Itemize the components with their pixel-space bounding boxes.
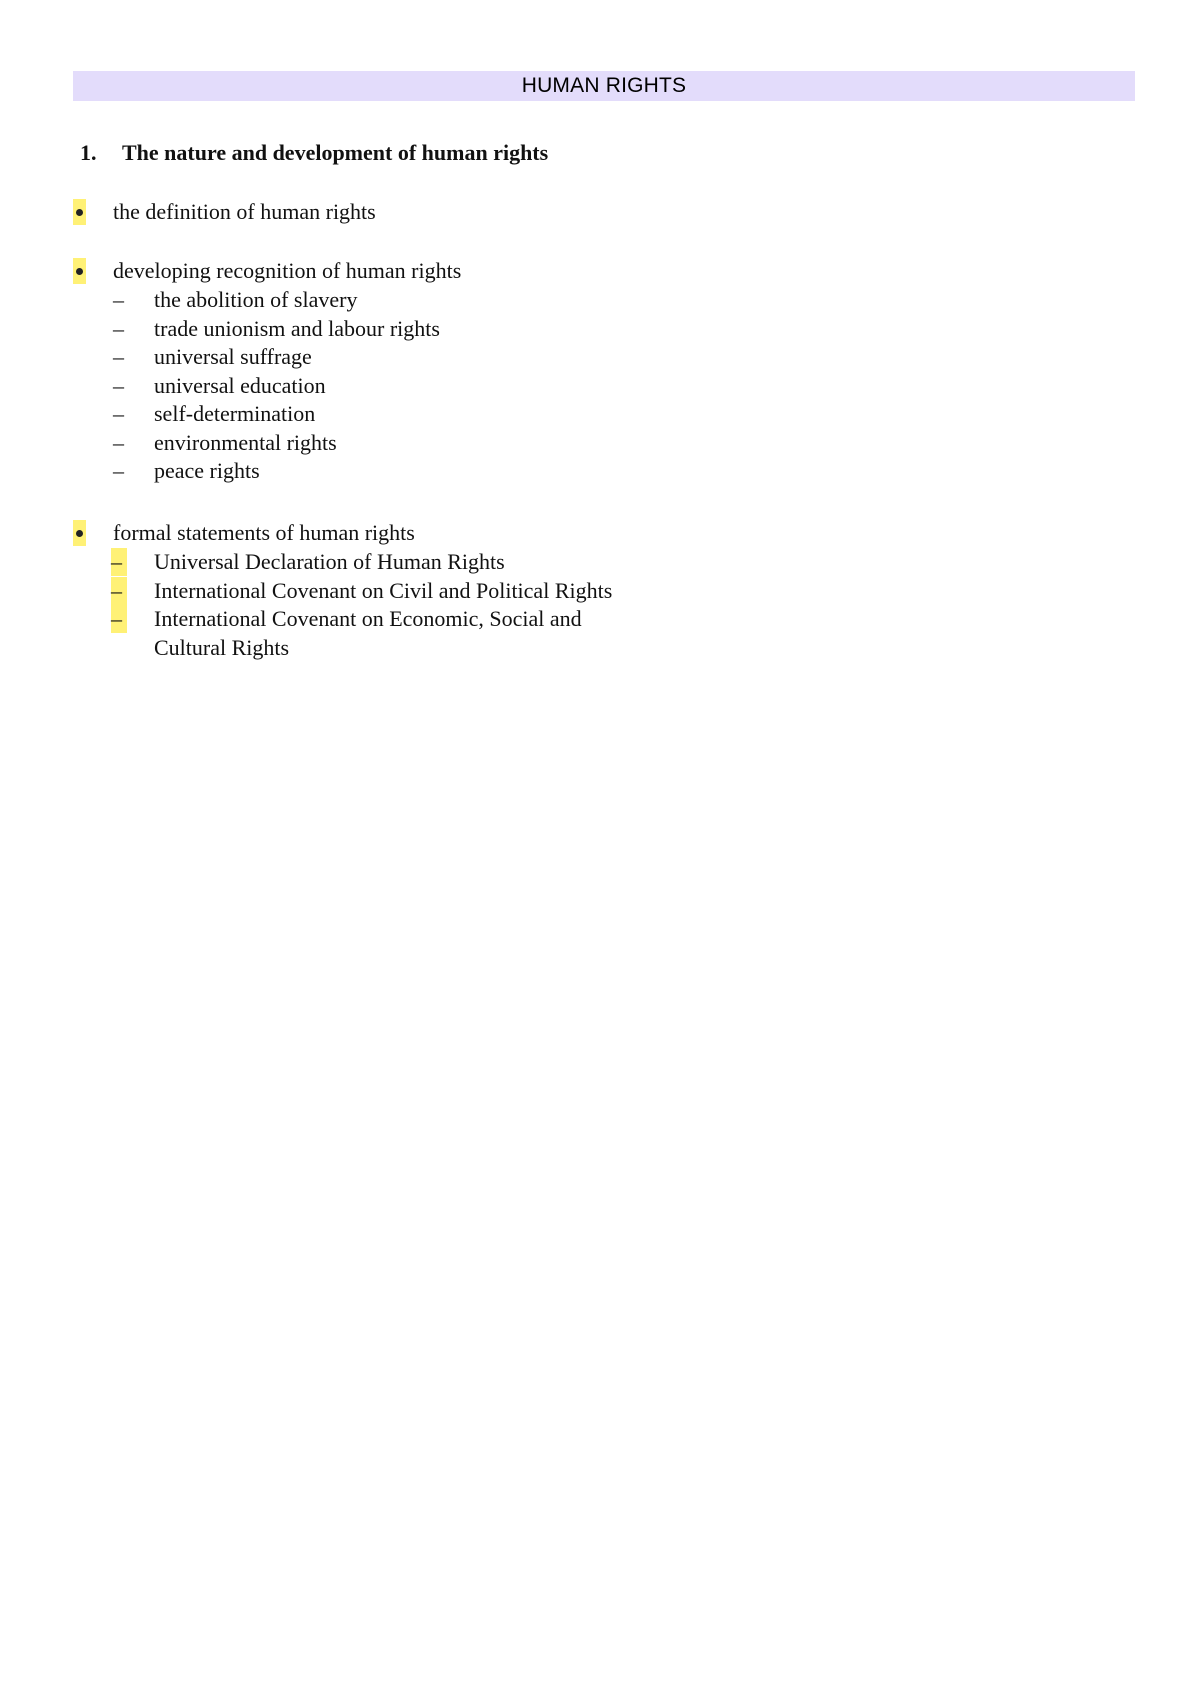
bullet-formal-statements bbox=[73, 518, 673, 662]
list-item bbox=[73, 315, 673, 344]
sub-list-formal-statements bbox=[73, 548, 673, 662]
bullet-row bbox=[73, 256, 673, 286]
sub-list-recognition bbox=[73, 286, 673, 486]
list-item bbox=[73, 605, 673, 662]
sub-item-text: trade unionism and labour rights bbox=[154, 315, 440, 341]
bullet-label: formal statements of human rights bbox=[113, 520, 415, 545]
bullet-highlight-icon bbox=[73, 199, 86, 225]
dash-icon: – bbox=[113, 372, 124, 398]
bullet-row bbox=[73, 197, 673, 227]
bullet-highlight-icon bbox=[73, 520, 86, 546]
list-item bbox=[73, 286, 673, 315]
dash-icon: – bbox=[113, 287, 124, 312]
list-item bbox=[73, 577, 673, 606]
bullet-label: developing recognition of human rights bbox=[113, 258, 462, 283]
sub-item-text: Universal Declaration of Human Rights bbox=[154, 549, 505, 574]
bullet-recognition bbox=[73, 256, 673, 486]
sub-item-text: self-determination bbox=[154, 401, 316, 426]
list-item bbox=[73, 372, 673, 401]
section-title: The nature and development of human rights bbox=[122, 140, 549, 165]
sub-item-text: environmental rights bbox=[154, 429, 337, 455]
page-title: HUMAN RIGHTS bbox=[521, 74, 687, 97]
section-heading bbox=[80, 138, 548, 168]
sub-item-text: International Covenant on Civil and Political Rights bbox=[154, 577, 613, 603]
list-item bbox=[73, 457, 673, 486]
dash-icon: – bbox=[113, 315, 124, 341]
list-item bbox=[73, 343, 673, 372]
list-item bbox=[73, 400, 673, 429]
page-title-bar bbox=[73, 71, 1135, 101]
sub-item-text: universal suffrage bbox=[154, 344, 312, 369]
dash-icon: – bbox=[113, 429, 124, 455]
bullet-row bbox=[73, 518, 673, 548]
dash-highlight-icon: – bbox=[111, 605, 127, 633]
bullet-definition bbox=[73, 197, 673, 227]
bullet-label: the definition of human rights bbox=[113, 199, 376, 224]
dash-highlight-icon: – bbox=[111, 577, 127, 605]
list-item bbox=[73, 548, 673, 577]
sub-item-text: International Covenant on Economic, Social and Cultural Rights bbox=[154, 606, 582, 660]
sub-item-text: peace rights bbox=[154, 458, 260, 483]
dash-icon: – bbox=[113, 458, 124, 483]
dash-icon: – bbox=[113, 401, 124, 426]
list-item bbox=[73, 429, 673, 458]
bullet-highlight-icon bbox=[73, 258, 86, 284]
section-number: 1. bbox=[80, 140, 97, 165]
sub-item-text: the abolition of slavery bbox=[154, 287, 358, 312]
dash-icon: – bbox=[113, 344, 124, 369]
sub-item-text: universal education bbox=[154, 372, 326, 398]
dash-highlight-icon: – bbox=[111, 548, 127, 576]
